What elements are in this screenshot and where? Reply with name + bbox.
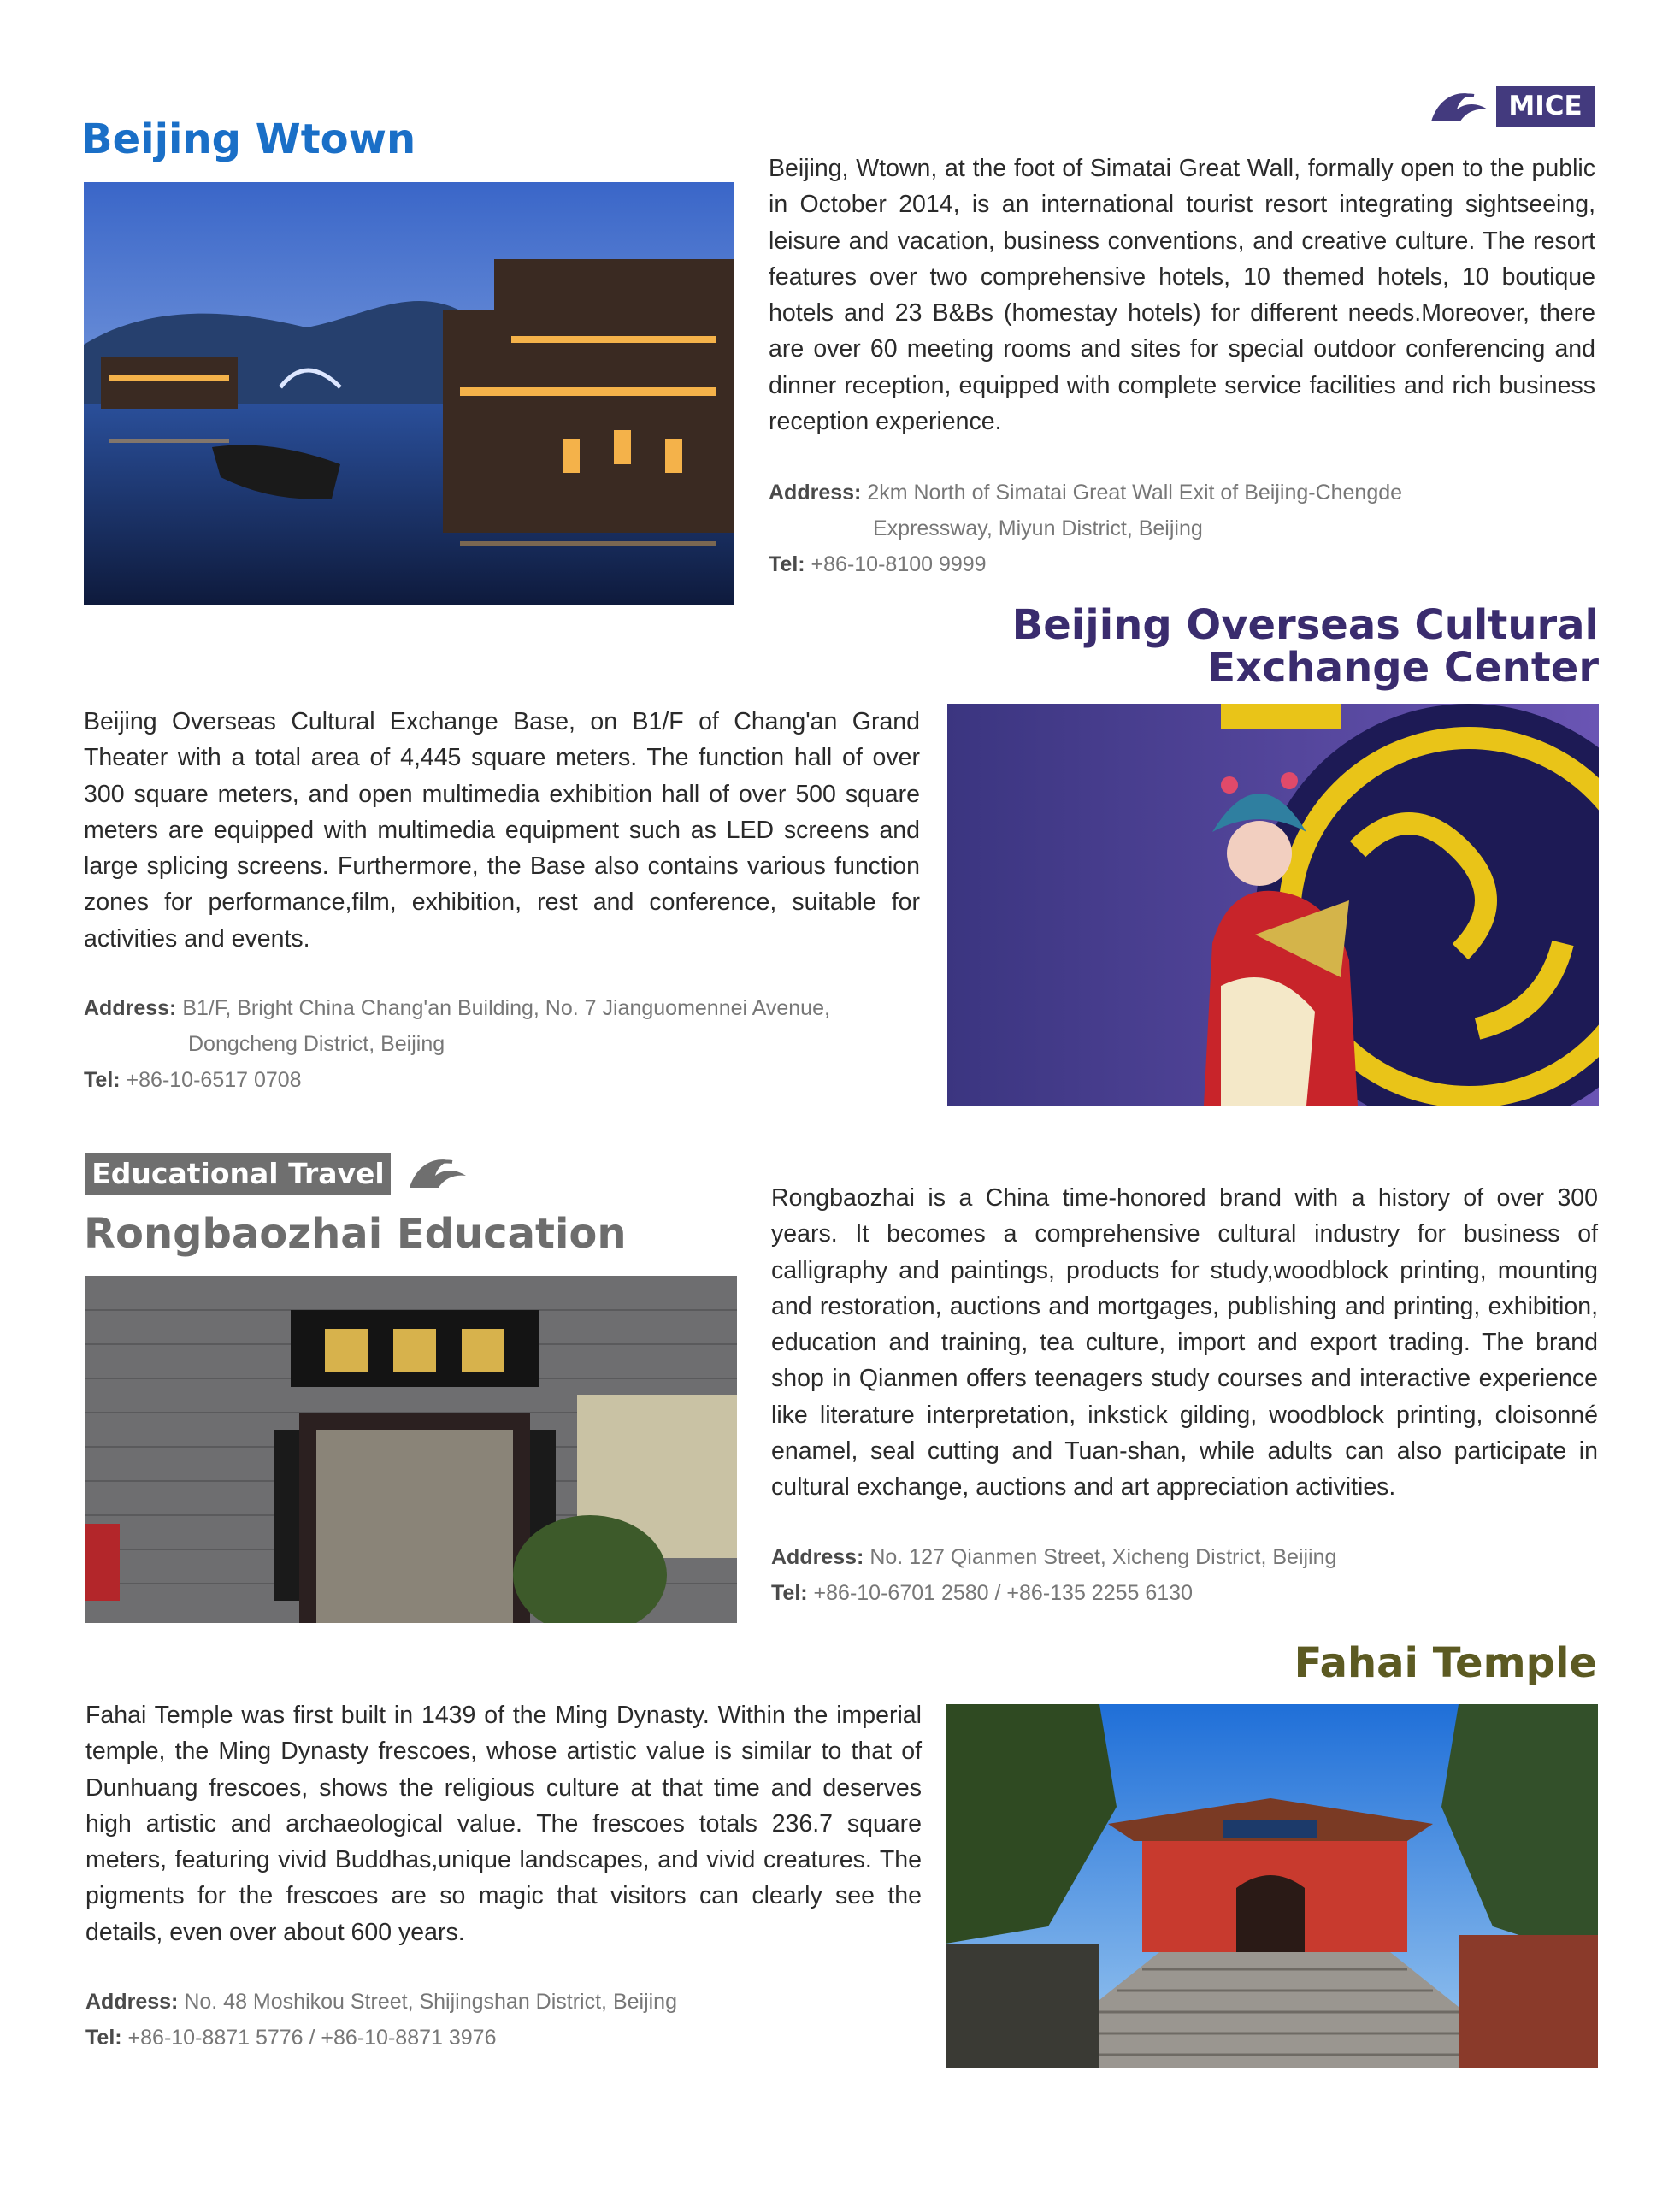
tel-label: Tel: <box>84 1068 121 1092</box>
wtown-address-line1: 2km North of Simatai Great Wall Exit of Beijing-Chengde <box>867 481 1403 504</box>
overseas-center-title <box>1011 601 1599 693</box>
wtown-photo <box>84 182 734 605</box>
educational-travel-tag <box>85 1153 391 1195</box>
educational-travel-label: Educational Travel <box>91 1157 385 1190</box>
opera-photo <box>947 704 1599 1106</box>
fahai-tel: +86-10-8871 5776 / +86-10-8871 3976 <box>127 2026 497 2050</box>
overseas-description: Beijing Overseas Cultural Exchange Base, on B1/F of Chang'an Grand Theater with a total area of 4,445 square meters. The function hall of over 300 square meters, and open multimedia exhibition hall of over 500 square meters are equipped with multimedia equipment such as LED screens and large splicing screens. Furthermore, the Base also contains various function zones for performance,film, exhibition, rest and conference, suitable for activities and events. <box>84 708 920 953</box>
overseas-tel: +86-10-6517 0708 <box>126 1068 302 1092</box>
mice-logo-icon <box>1426 82 1493 128</box>
tel-label: Tel: <box>771 1581 808 1605</box>
rongbaozhai-description: Rongbaozhai is a China time-honored brand with a history of over 300 years. It becomes a comprehensive cultural industry for business of calligraphy and paintings, products for study,woodblock printing, mounting and restoration, auctions and mortgages, publishing and printing, exhibition, education and training, tea culture, import and export trading. The brand shop in Qianmen offers teenagers study courses and interactive experience like literature interpretation, inkstick gilding, woodblock printing, cloisonné enamel, seal cutting and Tuan-shan, while adults can also participate in cultural exchange, auctions and art appreciation activities. <box>771 1184 1598 1502</box>
overseas-contact <box>84 990 920 1098</box>
rongbaozhai-tel: +86-10-6701 2580 / +86-135 2255 6130 <box>813 1581 1193 1605</box>
wtown-title: Beijing Wtown <box>81 115 416 163</box>
fahai-contact <box>85 1984 922 2056</box>
rongbaozhai-address: No. 127 Qianmen Street, Xicheng District, Beijing <box>869 1545 1337 1569</box>
mice-tag-label: MICE <box>1508 91 1583 121</box>
tel-label: Tel: <box>769 552 805 576</box>
educational-logo-icon <box>404 1148 471 1195</box>
mice-tag <box>1496 86 1595 127</box>
overseas-title-line1: Beijing Overseas Cultural <box>1011 601 1599 649</box>
wtown-address-line2: Expressway, Miyun District, Beijing <box>873 516 1203 540</box>
rongbaozhai-photo <box>85 1276 737 1623</box>
address-label: Address: <box>771 1545 864 1569</box>
overseas-address-line1: B1/F, Bright China Chang'an Building, No. 7 Jianguomennei Avenue, <box>182 996 830 1020</box>
fahai-title: Fahai Temple <box>1294 1639 1597 1687</box>
overseas-title-line2: Exchange Center <box>1207 644 1599 693</box>
fahai-description: Fahai Temple was first built in 1439 of the Ming Dynasty. Within the imperial temple, the Ming Dynasty frescoes, whose artistic value is similar to that of Dunhuang frescoes, shows the religious culture at that time and deserves high artistic and archaeological value. The frescoes totals 236.7 square meters, featuring vivid Buddhas,unique landscapes, and vivid creatures. The pigments for the frescoes are so magic that visitors can clearly see the details, even over about 600 years. <box>85 1702 922 1946</box>
rongbaozhai-title: Rongbaozhai Education <box>84 1210 627 1258</box>
rongbaozhai-contact <box>771 1539 1598 1611</box>
fahai-photo <box>946 1704 1598 2068</box>
wtown-description: Beijing, Wtown, at the foot of Simatai Great Wall, formally open to the public in October 2014, is an international tourist resort integrating sightseeing, leisure and vacation, business conventions, and creative culture. The resort features over two comprehensive hotels, 10 themed hotels, 10 boutique hotels and 23 B&Bs (homestay hotels) for different needs.Moreover, there are over 60 meeting rooms and sites for special outdoor conferencing and dinner reception, equipped with complete service facilities and rich business reception experience. <box>769 155 1595 436</box>
address-label: Address: <box>84 996 177 1020</box>
wtown-tel: +86-10-8100 9999 <box>811 552 987 576</box>
fahai-address: No. 48 Moshikou Street, Shijingshan District, Beijing <box>184 1990 677 2014</box>
wtown-contact <box>769 475 1595 582</box>
address-label: Address: <box>85 1990 179 2014</box>
overseas-address-line2: Dongcheng District, Beijing <box>188 1032 445 1056</box>
address-label: Address: <box>769 481 862 504</box>
tel-label: Tel: <box>85 2026 122 2050</box>
